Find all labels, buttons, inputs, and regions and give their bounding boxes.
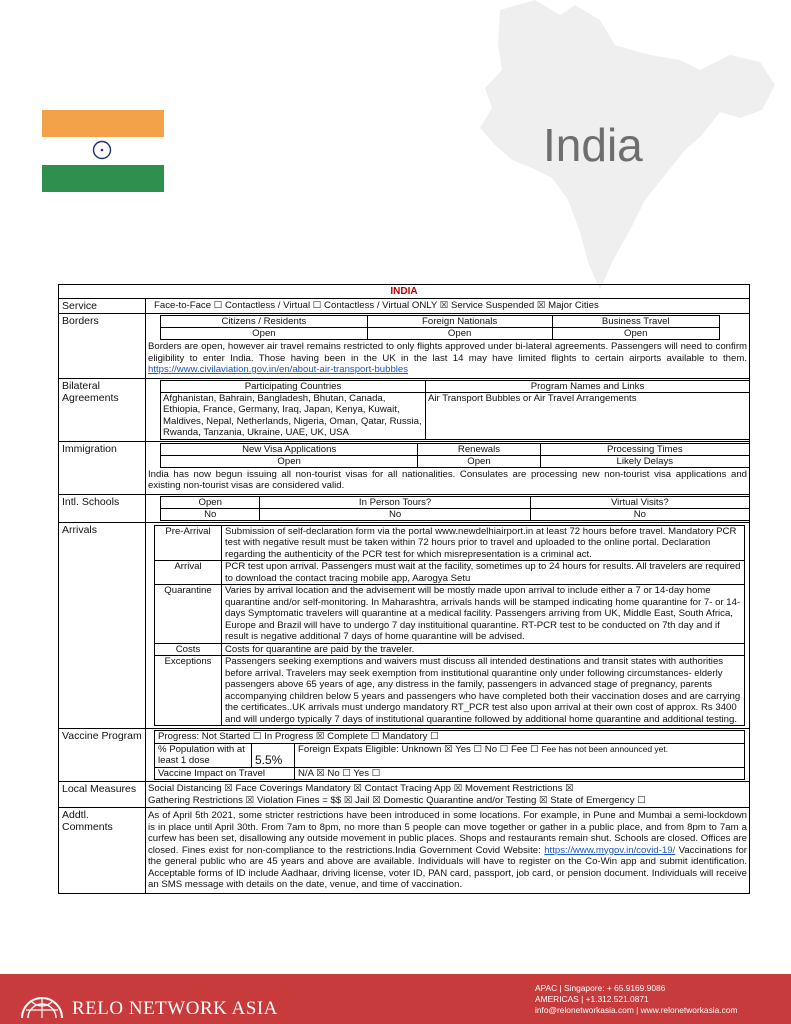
cell-value: No — [260, 508, 530, 520]
cell-value: No — [161, 508, 260, 520]
row-label: Arrivals — [59, 523, 146, 729]
expats-eligibility — [295, 743, 745, 767]
arrivals-row — [59, 523, 749, 730]
civil-aviation-link[interactable]: https://www.civilaviation.gov.in/en/about-air-transport-bubbles — [148, 364, 409, 375]
local-measures-row — [59, 782, 749, 808]
cell-value: Open — [367, 328, 552, 340]
vaccine-progress: Progress: Not Started ☐ In Progress ☒ Complete ☐ Mandatory ☐ — [155, 731, 745, 744]
arrival-text: PCR test upon arrival. Passengers must wait at the facility, sometimes up to 24 hours for results. All travelers are required to download the contact tracing mobile app, Aarogya Setu — [222, 561, 745, 585]
row-label: Bilateral Agreements — [59, 379, 146, 441]
contact-apac: APAC | Singapore: + 65.9169.9086 — [535, 983, 666, 993]
participating-countries: Afghanistan, Bahrain, Bangladesh, Bhutan, Canada, Ethiopia, France, Germany, Iraq, Japan, Kenya, Kuwait, Maldives, Nepal, Netherlands, Nigeria, Oman, Qatar, Russia, Rwanda, Tanzania, Ukraine, UAE, UK, USA — [161, 392, 426, 439]
col-header: Participating Countries — [161, 380, 426, 392]
country-summary-table — [58, 284, 750, 894]
col-header: Business Travel — [552, 316, 720, 328]
population-label: % Population with at least 1 dose — [155, 743, 252, 767]
service-row — [59, 299, 749, 314]
col-header: Foreign Nationals — [367, 316, 552, 328]
country-title: India — [543, 119, 643, 171]
india-flag — [42, 110, 164, 192]
arrival-key: Pre-Arrival — [155, 525, 222, 561]
footer-bar — [0, 974, 791, 1024]
arrival-text: Submission of self-declaration form via the portal www.newdelhiairport.in at least 72 hours before travel. Mandatory PCR test with negative result must be taken within 72 hours prior to travel and uploaded to the online portal. Declaration regarding the authenticity of the PCR test for which misrepresentation is a criminal act. — [222, 525, 745, 561]
impact-label: Vaccine Impact on Travel — [155, 767, 295, 780]
comments-text-part: Vaccinations for the general public who are 45 years and above are available. Individuals will have to register on the Co-Win app and submit identification. Acceptable forms of ID include Aadhaar, driving license, voter ID, PAN card, passport, job card, or pension document. Individuals will receive an SMS message with details on the date, venue, and time of vaccination. — [148, 844, 747, 890]
col-header: Processing Times — [540, 443, 749, 455]
bilateral-row — [59, 379, 749, 442]
borders-subtable — [160, 315, 720, 340]
comments-row — [59, 808, 749, 893]
col-header: Program Names and Links — [426, 380, 750, 392]
row-label: Addtl. Comments — [59, 808, 146, 893]
local-measures-line-2: Gathering Restrictions ☒ Violation Fines = $$ ☒ Jail ☒ Domestic Quarantine and/or Testing ☒ State of Emergency ☐ — [148, 794, 646, 806]
immigration-note: India has now begun issuing all non-tourist visas for all nationalities. Consulates are processing new non-tourist visa applications and existing non-tourist visas are considered valid. — [148, 468, 747, 491]
comments-text — [146, 809, 749, 892]
arrival-text: Costs for quarantine are paid by the traveler. — [222, 643, 745, 656]
col-header: Renewals — [418, 443, 540, 455]
note-text: Borders are open, however air travel remains restricted to only flights approved under bi-lateral agreements. Passengers will need to confirm eligibility to enter India. Those having been in the UK in the last 14 may have limited flights to certain airports available to them. — [148, 341, 747, 364]
fee-note: Fee has not been announced yet. — [541, 743, 669, 754]
cell-value: Likely Delays — [540, 455, 749, 467]
col-header: Citizens / Residents — [161, 316, 368, 328]
borders-note — [148, 341, 747, 376]
row-label: Immigration — [59, 442, 146, 494]
col-header: In Person Tours? — [260, 496, 530, 508]
ashoka-chakra-icon — [92, 140, 112, 160]
cell-value: Open — [418, 455, 540, 467]
arrival-key: Costs — [155, 643, 222, 656]
cell-value: No — [530, 508, 749, 520]
col-header: New Visa Applications — [161, 443, 418, 455]
row-label: Vaccine Program — [59, 729, 146, 781]
cell-value: Open — [552, 328, 720, 340]
expats-text: Foreign Expats Eligible: Unknown ☒ Yes ☐ No ☐ Fee ☐ — [298, 743, 539, 755]
row-label: Local Measures — [59, 782, 146, 807]
arrival-text: Passengers seeking exemptions and waivers must discuss all intended destinations and transit states with authorities before arrival. Travelers may seek exemption from institutional quarantine only under following circumstances- elderly passengers above 65 years of age, any distress in the family, passengers in advanced stage of pregnancy, parents accompanying children below 5 years and passengers who have completed both their vaccination doses and are carrying the certificates..UK arrivals must undergo mandatory RT_PCR test also upon arrival at their own cost of approx. Rs 3400 and will undergo typically 7 days of institutional quarantine followed by additional home quarantine and additional testing. — [222, 656, 745, 726]
arrival-key: Quarantine — [155, 585, 222, 644]
row-label: Intl. Schools — [59, 495, 146, 522]
row-label: Service — [59, 299, 146, 313]
mygov-covid-link[interactable]: https://www.mygov.in/covid-19/ — [544, 844, 676, 856]
table-header: INDIA — [59, 285, 749, 299]
arrival-text: Varies by arrival location and the advisement will be mostly made upon arrival to include either a 7 or 14-day home quarantine and/or self-monitoring. In Maharashtra, arrivals hands will be stamped indicating home quarantine for 7- or 14-days Symptomatic travelers will quarantine at a medical facility. Passengers arriving from UK, Middle East, South Africa, Europe and Brazil will have to undergo 7 day instituitional quarantine. RT-PCR test to be conducted on 7th day and if result is negative additional 7 days of home quarantine will be advised. — [222, 585, 745, 644]
row-label: Borders — [59, 314, 146, 378]
comments-text-part: As of April 5th 2021, some stricter restrictions have been introduced in some locations. For example, in Pune and Mumbai a semi-lockdown is in place until April 30th. From 7am to 8pm, no more than 5 people can move together or gather in a public place, and from 8pm to 7am a curfew has been set, disallowing any outside movement in public places. Shops and restaurants remain shut. Schools are closed. Offices are closed. Fines exist for non-compliance to the restrictions.India Government Covid Website: — [148, 810, 747, 856]
population-value: 5.5% — [252, 743, 295, 767]
vaccine-row — [59, 729, 749, 782]
cell-value: Open — [161, 328, 368, 340]
schools-subtable — [160, 496, 750, 521]
program-names: Air Transport Bubbles or Air Travel Arrangements — [426, 392, 750, 439]
vaccine-subtable — [154, 730, 745, 780]
service-status: Face-to-Face ☐ Contactless / Virtual ☐ Contactless / Virtual ONLY ☒ Service Suspended ☒ Major Cities — [154, 300, 599, 311]
contact-americas: AMERICAS | +1.312.521.0871 — [535, 994, 649, 1004]
local-measures-line-1: Social Distancing ☒ Face Coverings Mandatory ☒ Contact Tracing App ☒ Movement Restrictions ☒ — [148, 783, 574, 794]
schools-row — [59, 495, 749, 523]
immigration-subtable — [160, 443, 750, 468]
bilateral-subtable — [160, 380, 750, 440]
borders-row — [59, 314, 749, 379]
globe-logo-icon — [18, 982, 66, 1020]
footer-brand: RELO NETWORK ASIA — [72, 998, 278, 1019]
col-header: Virtual Visits? — [530, 496, 749, 508]
arrival-key: Exceptions — [155, 656, 222, 726]
impact-value: N/A ☒ No ☐ Yes ☐ — [295, 767, 745, 780]
cell-value: Open — [161, 455, 418, 467]
footer-contact — [535, 983, 737, 1016]
contact-email-web[interactable]: info@relonetworkasia.com | www.relonetworkasia.com — [535, 1005, 738, 1015]
col-header: Open — [161, 496, 260, 508]
arrival-key: Arrival — [155, 561, 222, 585]
immigration-row — [59, 442, 749, 495]
arrivals-subtable — [154, 525, 745, 727]
